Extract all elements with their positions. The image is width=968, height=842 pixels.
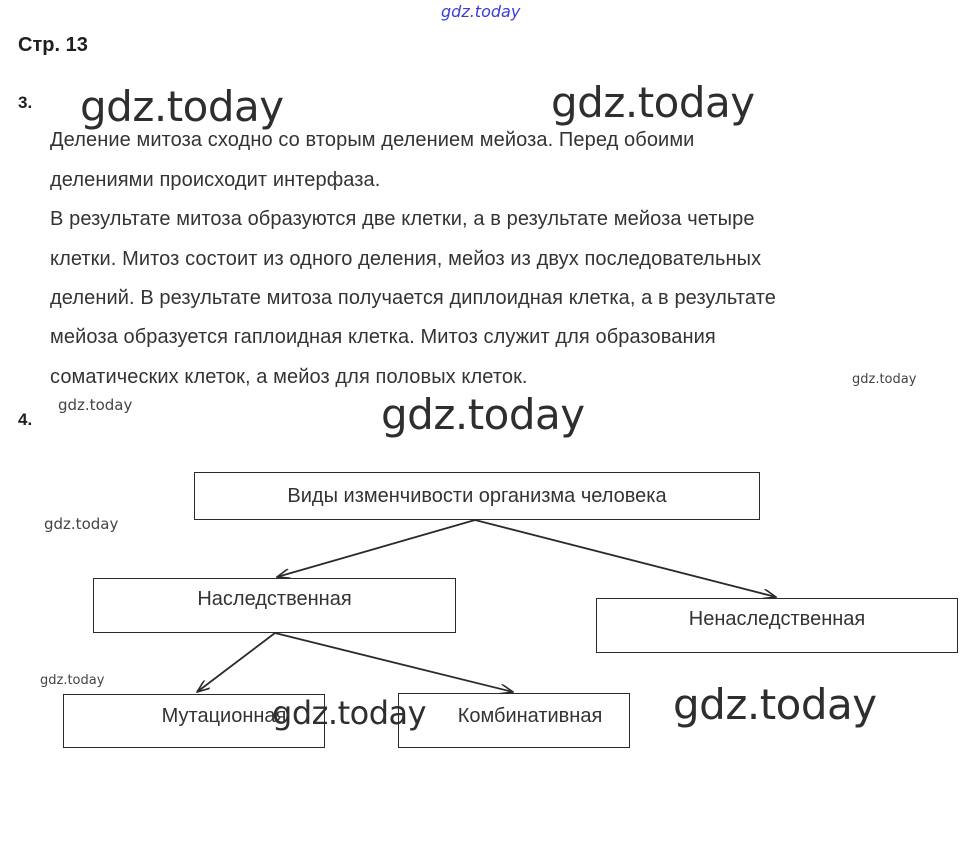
diagram-hereditary-box [93,578,456,633]
diagram-nonhereditary-box [596,598,958,653]
watermark-small: gdz.today [852,372,917,387]
arrow-root-to-hereditary [277,520,475,577]
task-3-number: 3. [18,93,33,112]
task-3-line: делений. В результате митоза получается диплоидная клетка, а в результате [50,287,776,309]
task-3-line: мейоза образуется гаплоидная клетка. Митоз служит для образования [50,326,716,348]
diagram-root-label: Виды изменчивости организма человека [287,484,667,507]
diagram-nonhereditary-label: Ненаследственная [688,608,866,630]
watermark-large: gdz.today [272,694,427,732]
task-3-line: делениями происходит интерфаза. [50,169,381,191]
task-3-line: клетки. Митоз состоит из одного деления, мейоз из двух последовательных [50,248,762,270]
arrow-hereditary-to-combinative [275,633,513,692]
page-label: Стр. 13 [18,34,88,56]
diagram-combinative-box [398,693,630,748]
watermark-large: gdz.today [80,82,284,131]
watermark-small: gdz.today [44,515,119,533]
watermark-large: gdz.today [551,78,755,127]
arrow-root-to-nonhereditary [475,520,776,597]
diagram-combinative-label: Комбинативная [457,705,603,727]
diagram-root-box [194,472,760,520]
diagram-hereditary-label: Наследственная [197,588,352,610]
watermark-small: gdz.today [40,673,105,688]
diagram-mutational-label: Мутационная [161,704,287,727]
task-3-line: В результате митоза образуются две клетки, а в результате мейоза четыре [50,208,755,230]
watermark-small: gdz.today [58,396,133,414]
watermark-large: gdz.today [381,390,585,439]
watermark-top: gdz.today [441,2,521,21]
task-3-line: Деление митоза сходно со вторым делением мейоза. Перед обоими [50,129,695,151]
watermark-large: gdz.today [673,680,877,729]
task-4-number: 4. [18,410,33,429]
arrow-hereditary-to-mutational [197,633,275,692]
task-3-line: соматических клеток, а мейоз для половых клеток. [50,366,528,388]
